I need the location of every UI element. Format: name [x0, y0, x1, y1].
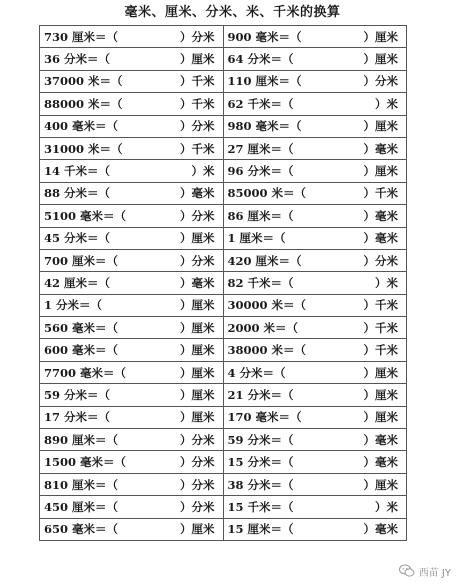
problem-cell [223, 205, 407, 227]
problem-question: 30000 米＝（ [227, 298, 307, 313]
problem-question: 27 厘米＝（ [227, 141, 294, 156]
problem-unit: ）千米 [363, 320, 398, 335]
problem-unit: ）米 [375, 96, 398, 111]
table-row [40, 496, 407, 518]
problem-unit: ）千米 [180, 96, 215, 111]
problem-question: 17 分米＝（ [44, 410, 111, 425]
problem-question: 96 分米＝（ [227, 164, 294, 179]
table-row [40, 48, 407, 70]
problem-question: 1500 毫米＝（ [44, 455, 127, 470]
table-row [40, 115, 407, 137]
problem-cell [40, 26, 224, 48]
problem-unit: ）分米 [180, 253, 215, 268]
table-row [40, 406, 407, 428]
problem-unit: ）毫米 [363, 432, 398, 447]
problem-question: 650 毫米＝（ [44, 522, 119, 537]
problem-cell [40, 205, 224, 227]
problem-unit: ）厘米 [363, 52, 398, 67]
problem-unit: ）千米 [363, 298, 398, 313]
problem-unit: ）厘米 [363, 477, 398, 492]
problem-cell [223, 473, 407, 495]
problem-cell [40, 451, 224, 473]
problem-question: 600 毫米＝（ [44, 343, 119, 358]
problem-cell [40, 317, 224, 339]
problem-cell [223, 406, 407, 428]
problem-question: 45 分米＝（ [44, 231, 111, 246]
problem-unit: ）千米 [180, 141, 215, 156]
problem-question: 110 厘米＝（ [227, 74, 302, 89]
table-row [40, 26, 407, 48]
problem-question: 31000 米＝（ [44, 141, 123, 156]
problem-cell [40, 160, 224, 182]
problem-cell [223, 272, 407, 294]
problem-question: 810 厘米＝（ [44, 477, 119, 492]
problem-cell [40, 137, 224, 159]
problem-unit: ）厘米 [363, 164, 398, 179]
table-row [40, 160, 407, 182]
problem-unit: ）毫米 [363, 522, 398, 537]
problem-cell [40, 48, 224, 70]
problem-unit: ）分米 [180, 455, 215, 470]
problem-question: 900 毫米＝（ [227, 29, 302, 44]
problem-cell [223, 496, 407, 518]
table-row [40, 249, 407, 271]
problem-question: 15 千米＝（ [227, 499, 294, 514]
problem-cell [40, 406, 224, 428]
problem-cell [223, 249, 407, 271]
table-row [40, 361, 407, 383]
table-row [40, 227, 407, 249]
problem-unit: ）厘米 [363, 119, 398, 134]
problem-question: 36 分米＝（ [44, 52, 111, 67]
problem-cell [223, 115, 407, 137]
problem-cell [40, 429, 224, 451]
problem-unit: ）千米 [180, 74, 215, 89]
table-row [40, 294, 407, 316]
problem-unit: ）千米 [363, 186, 398, 201]
problem-cell [223, 339, 407, 361]
problem-unit: ）厘米 [180, 522, 215, 537]
problem-cell [40, 294, 224, 316]
problem-cell [223, 137, 407, 159]
problem-question: 62 千米＝（ [227, 96, 294, 111]
problem-cell [40, 473, 224, 495]
problem-question: 170 毫米＝（ [227, 410, 302, 425]
table-row [40, 93, 407, 115]
problem-question: 59 分米＝（ [44, 387, 111, 402]
problem-unit: ）厘米 [180, 387, 215, 402]
problem-unit: ）厘米 [363, 410, 398, 425]
problem-unit: ）毫米 [363, 208, 398, 223]
problem-cell [40, 518, 224, 540]
table-row [40, 182, 407, 204]
problem-unit: ）厘米 [180, 52, 215, 67]
problem-unit: ）分米 [180, 29, 215, 44]
problem-question: 890 厘米＝（ [44, 432, 119, 447]
problem-cell [223, 160, 407, 182]
problem-unit: ）厘米 [180, 365, 215, 380]
problem-unit: ）分米 [180, 208, 215, 223]
problem-unit: ）毫米 [363, 455, 398, 470]
problem-question: 64 分米＝（ [227, 52, 294, 67]
problem-cell [40, 361, 224, 383]
table-row [40, 70, 407, 92]
problem-question: 21 分米＝（ [227, 387, 294, 402]
problem-question: 85000 米＝（ [227, 186, 307, 201]
table-row [40, 518, 407, 540]
problem-question: 88000 米＝（ [44, 96, 123, 111]
problem-unit: ）厘米 [180, 320, 215, 335]
problem-cell [223, 227, 407, 249]
problem-unit: ）分米 [180, 499, 215, 514]
problem-cell [223, 451, 407, 473]
problem-question: 37000 米＝（ [44, 74, 123, 89]
problem-unit: ）厘米 [363, 29, 398, 44]
problem-cell [223, 70, 407, 92]
table-row [40, 473, 407, 495]
problem-unit: ）厘米 [180, 343, 215, 358]
problem-unit: ）毫米 [180, 275, 215, 290]
problem-cell [40, 339, 224, 361]
problem-cell [40, 249, 224, 271]
problem-question: 5100 毫米＝（ [44, 208, 127, 223]
watermark [399, 562, 451, 580]
problem-question: 38 分米＝（ [227, 477, 294, 492]
problem-cell [223, 518, 407, 540]
problem-unit: ）厘米 [363, 365, 398, 380]
problem-unit: ）毫米 [363, 231, 398, 246]
problem-question: 7700 毫米＝（ [44, 365, 127, 380]
problem-question: 2000 米＝（ [227, 320, 299, 335]
problem-unit: ）厘米 [180, 231, 215, 246]
problem-cell [40, 115, 224, 137]
problem-unit: ）毫米 [180, 186, 215, 201]
problem-cell [223, 384, 407, 406]
problem-question: 14 千米＝（ [44, 164, 111, 179]
problem-cell [40, 272, 224, 294]
table-row [40, 429, 407, 451]
table-row [40, 137, 407, 159]
problem-cell [40, 70, 224, 92]
conversion-table [39, 25, 407, 541]
problem-question: 15 分米＝（ [227, 455, 294, 470]
problem-cell [40, 227, 224, 249]
problem-unit: ）分米 [180, 432, 215, 447]
problem-unit: ）毫米 [363, 141, 398, 156]
problem-unit: ）千米 [363, 343, 398, 358]
problem-question: 4 分米＝（ [227, 365, 286, 380]
problem-unit: ）厘米 [180, 298, 215, 313]
problem-unit: ）厘米 [180, 410, 215, 425]
problem-unit: ）厘米 [363, 387, 398, 402]
problem-question: 1 厘米＝（ [227, 231, 286, 246]
problem-cell [223, 48, 407, 70]
problem-cell [40, 93, 224, 115]
worksheet-title: 毫米、厘米、分米、米、千米的换算 [124, 5, 341, 20]
table-row [40, 205, 407, 227]
problem-cell [223, 294, 407, 316]
problem-cell [40, 182, 224, 204]
problem-cell [223, 317, 407, 339]
problem-cell [223, 429, 407, 451]
problem-question: 730 厘米＝（ [44, 29, 119, 44]
problem-question: 59 分米＝（ [227, 432, 294, 447]
problem-unit: ）分米 [363, 74, 398, 89]
problem-cell [223, 26, 407, 48]
problem-question: 42 厘米＝（ [44, 275, 111, 290]
problem-question: 450 厘米＝（ [44, 499, 119, 514]
problem-question: 1 分米＝（ [44, 298, 103, 313]
problem-question: 700 厘米＝（ [44, 253, 119, 268]
problem-question: 38000 米＝（ [227, 343, 307, 358]
table-row [40, 384, 407, 406]
table-row [40, 451, 407, 473]
problem-unit: ）分米 [363, 253, 398, 268]
watermark-text: 西苗 JY [418, 567, 451, 579]
problem-question: 420 厘米＝（ [227, 253, 302, 268]
problem-unit: ）分米 [180, 477, 215, 492]
problem-unit: ）米 [375, 275, 398, 290]
problem-question: 400 毫米＝（ [44, 119, 119, 134]
problem-cell [40, 496, 224, 518]
problem-cell [223, 93, 407, 115]
problem-question: 980 毫米＝（ [227, 119, 302, 134]
problem-question: 82 千米＝（ [227, 275, 294, 290]
problem-cell [40, 384, 224, 406]
table-row [40, 272, 407, 294]
problem-question: 15 厘米＝（ [227, 522, 294, 537]
problem-question: 88 分米＝（ [44, 186, 111, 201]
table-row [40, 317, 407, 339]
problem-question: 86 厘米＝（ [227, 208, 294, 223]
problem-unit: ）分米 [180, 119, 215, 134]
problem-cell [223, 182, 407, 204]
problem-cell [223, 361, 407, 383]
table-row [40, 339, 407, 361]
problem-unit: ）米 [375, 499, 398, 514]
problem-unit: ）米 [191, 164, 215, 179]
problem-question: 560 毫米＝（ [44, 320, 119, 335]
wechat-logo-icon [399, 564, 415, 578]
